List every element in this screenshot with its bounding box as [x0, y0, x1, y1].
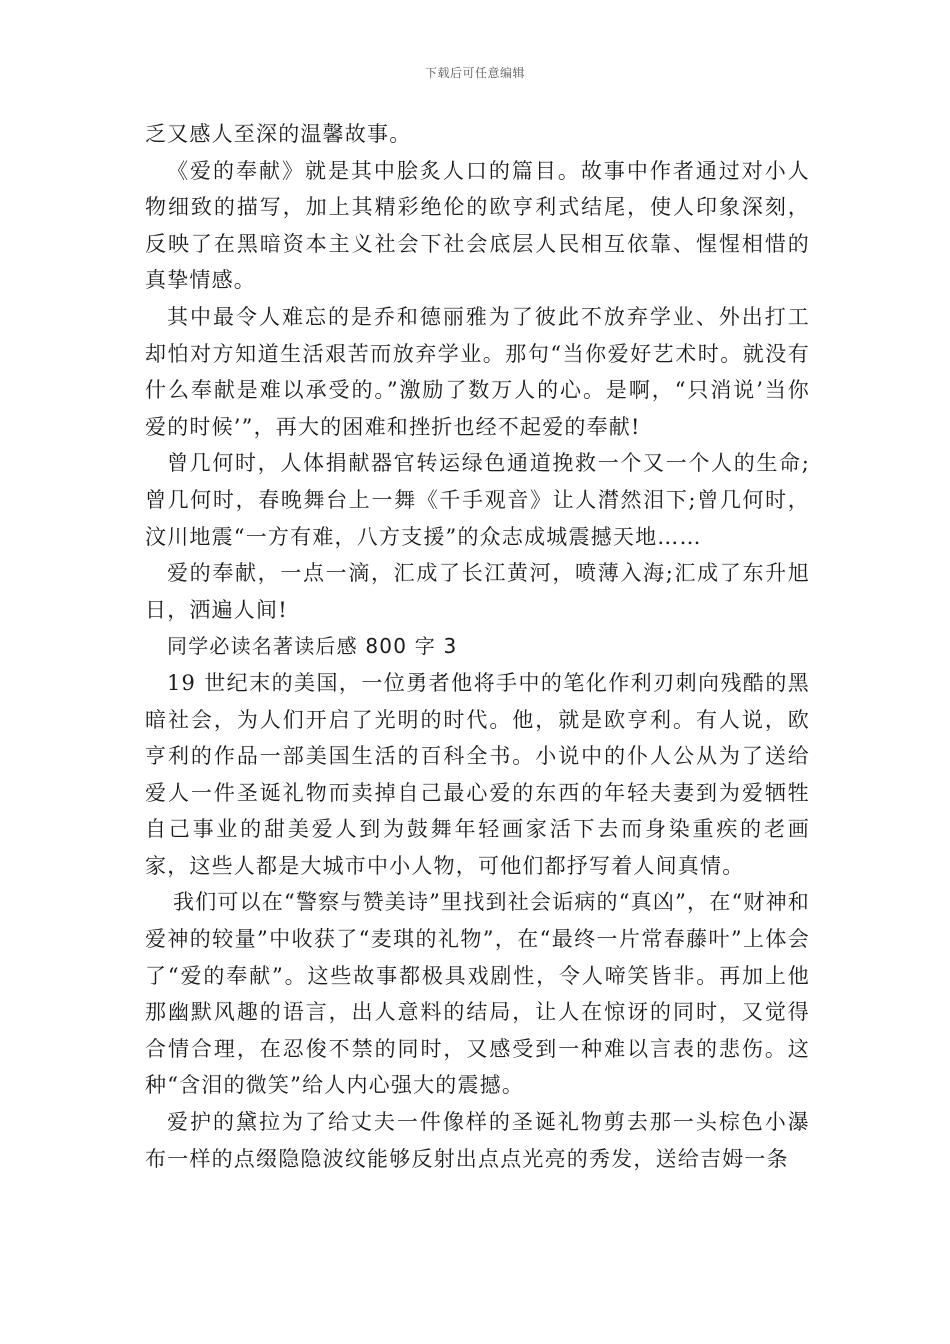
paragraph-4: 曾几何时，人体捐献器官转运绿色通道挽救一个又一个人的生命;曾几何时，春晚舞台上一舞《千手观音》让人潸然泪下;曾几何时，汶川地震“一方有难，八方支援”的众志成城震撼天地……: [145, 451, 810, 549]
paragraph-7: 我们可以在“警察与赞美诗”里找到社会诟病的“真凶”，在“财神和爱神的较量”中收获了“麦琪的礼物”，在“最终一片常春藤叶”上体会了“爱的奉献”。这些故事都极具戏剧性，令人啼笑皆非。再加上他那幽默风趣的语言，出人意料的结局，让人在惊讶的同时，又觉得合情合理，在忍俊不禁的同时，又感受到一种难以言表的悲伤。这种“含泪的微笑”给人内心强大的震撼。: [145, 890, 810, 1098]
paragraph-2: 《爱的奉献》就是其中脍炙人口的篇目。故事中作者通过对小人物细致的描写，加上其精彩绝伦的欧亨利式结尾，使人印象深刻，反映了在黑暗资本主义社会下社会底层人民相互依靠、惺惺相惜的真挚情感。: [145, 158, 810, 293]
paragraph-1: 乏又感人至深的温馨故事。: [145, 122, 412, 146]
paragraph-5: 爱的奉献，一点一滴，汇成了长江黄河，喷薄入海;汇成了东升旭日，洒遍人间!: [145, 561, 810, 622]
paragraph-8: 爱护的黛拉为了给丈夫一件像样的圣诞礼物剪去那一头棕色小瀑布一样的点缀隐隐波纹能够反射出点点光亮的秀发，送给吉姆一条: [145, 1110, 810, 1171]
section-heading: 同学必读名著读后感 800 字 3: [167, 634, 458, 659]
paragraph-3: 其中最令人难忘的是乔和德丽雅为了彼此不放弃学业、外出打工却怕对方知道生活艰苦而放弃学业。那句“当你爱好艺术时。就没有什么奉献是难以承受的。”激励了数万人的心。是啊，“只消说’当你爱的时候’”，再大的困难和挫折也经不起爱的奉献!: [145, 304, 810, 439]
document-body: [145, 116, 810, 1177]
paragraph-6: 19 世纪末的美国，一位勇者他将手中的笔化作利刃刺向残酷的黑暗社会，为人们开启了光明的时代。他，就是欧亨利。有人说，欧亨利的作品一部美国生活的百科全书。小说中的仆人公从为了送给爱人一件圣诞礼物而卖掉自己最心爱的东西的年轻夫妻到为爱牺牲自己事业的甜美爱人到为鼓舞年轻画家活下去而身染重疾的老画家，这些人都是大城市中小人物，可他们都抒写着人间真情。: [145, 670, 810, 878]
page-header: 下载后可任意编辑: [424, 66, 525, 80]
